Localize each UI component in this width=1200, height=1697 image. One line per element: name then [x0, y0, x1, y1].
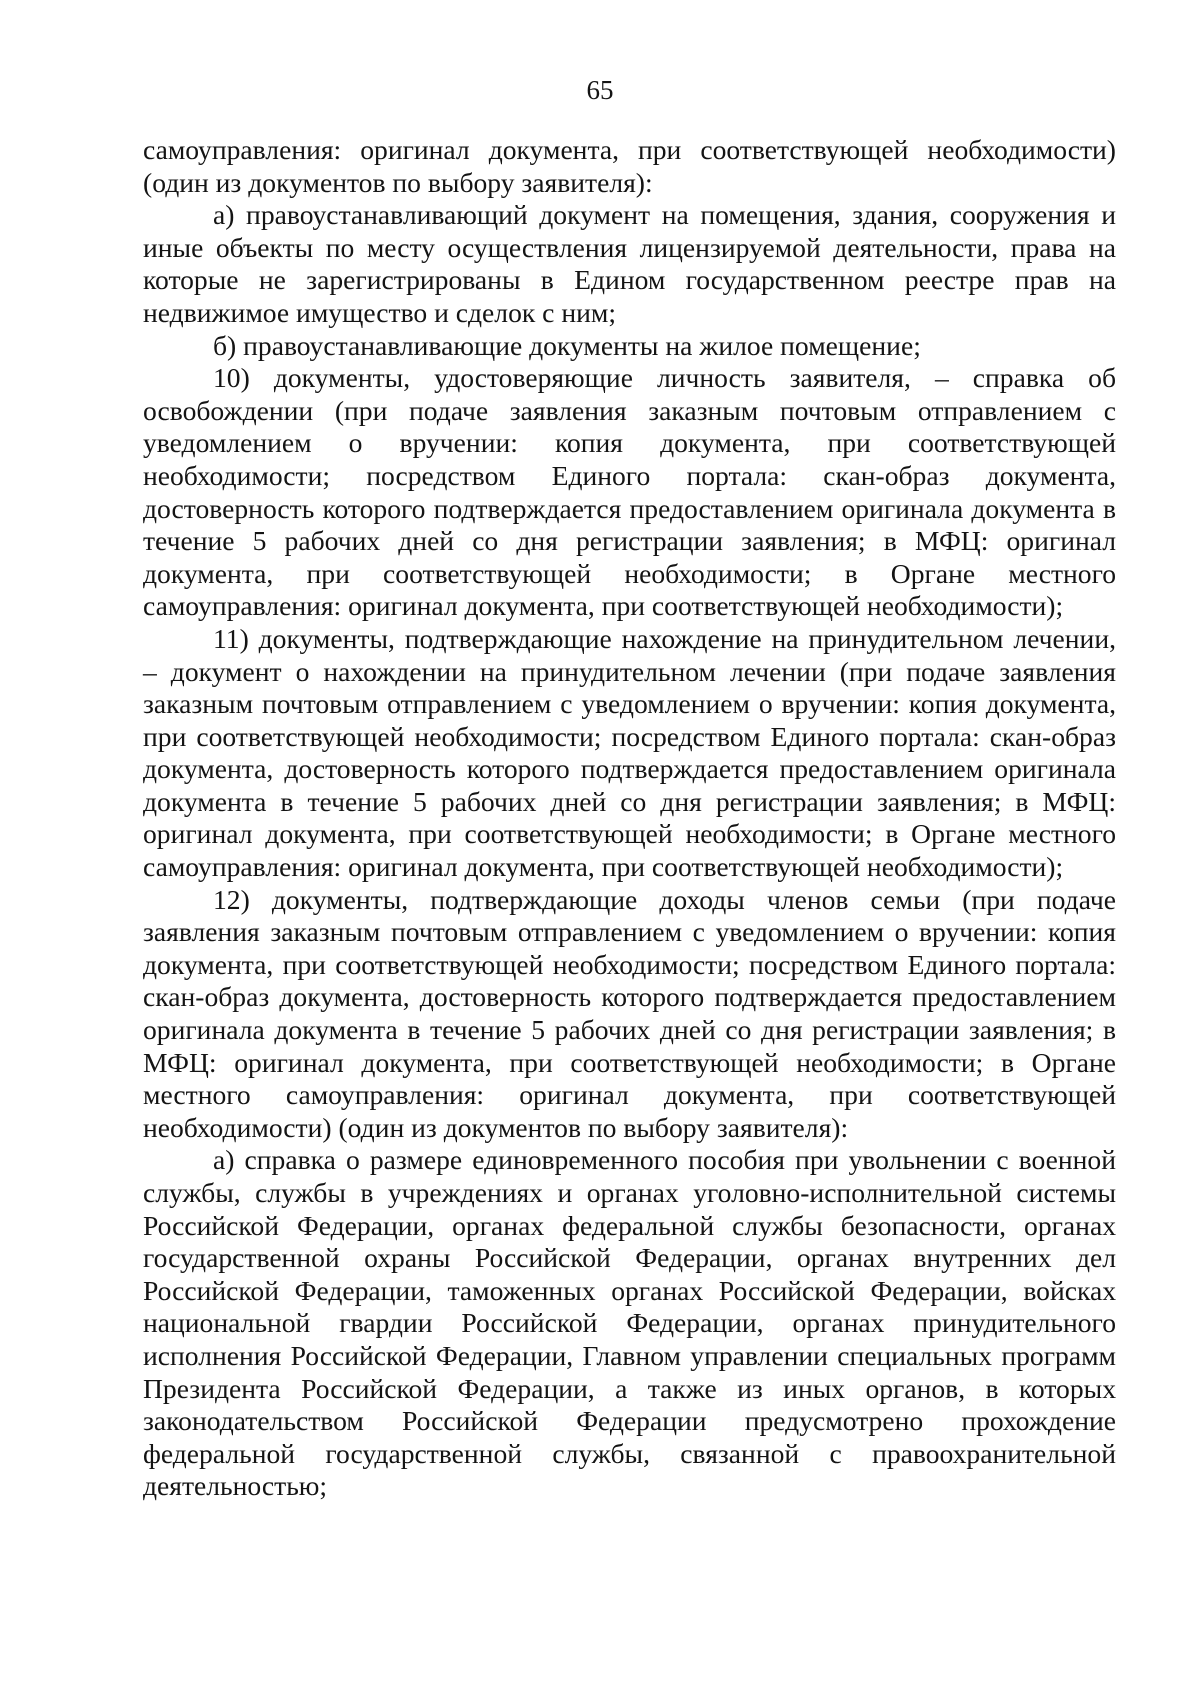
- paragraph-item-11-treatment-documents: 11) документы, подтверждающие нахождение на принудительном лечении, – документ о нахождении на принудительном лечении (при подаче заявления заказным почтовым отправлением с уведомлением о вручении: копия документа, при соответствующей необходимости; посредством Единого портала: скан-образ документа, достоверность которого подтверждается предоставлением оригинала документа в течение 5 рабочих дней со дня регистрации заявления; в МФЦ: оригинал документа, при соответствующей необходимости; в Органе местного самоуправления: оригинал документа, при соответствующей необходимости);: [143, 622, 1116, 883]
- paragraph-item-a-allowance-certificate: а) справка о размере единовременного пособия при увольнении с военной службы, службы в учреждениях и органах уголовно-исполнительной системы Российской Федерации, органах федеральной службы безопасности, органах государственной охраны Российской Федерации, органах внутренних дел Российской Федерации, таможенных органах Российской Федерации, войсках национальной гвардии Российской Федерации, органах принудительного исполнения Российской Федерации, Главном управлении специальных программ Президента Российской Федерации, а также из иных органов, в которых законодательством Российской Федерации предусмотрено прохождение федеральной государственной службы, связанной с правоохранительной деятельностью;: [143, 1144, 1116, 1502]
- paragraph-continuation: самоуправления: оригинал документа, при соответствующей необходимости) (один из документов по выбору заявителя):: [143, 134, 1116, 198]
- paragraph-item-10-identity-documents: 10) документы, удостоверяющие личность заявителя, – справка об освобождении (при подаче заявления заказным почтовым отправлением с уведомлением о вручении: копия документа, при соответствующей необходимости; посредством Единого портала: скан-образ документа, достоверность которого подтверждается предоставлением оригинала документа в течение 5 рабочих дней со дня регистрации заявления; в МФЦ: оригинал документа, при соответствующей необходимости; в Органе местного самоуправления: оригинал документа, при соответствующей необходимости);: [143, 362, 1116, 622]
- paragraph-item-b-housing-documents: б) правоустанавливающие документы на жилое помещение;: [213, 329, 921, 361]
- paragraph-item-12-income-documents: 12) документы, подтверждающие доходы членов семьи (при подаче заявления заказным почтовым отправлением с уведомлением о вручении: копия документа, при соответствующей необходимости; посредством Единого портала: скан-образ документа, достоверность которого подтверждается предоставлением оригинала документа в течение 5 рабочих дней со дня регистрации заявления; в МФЦ: оригинал документа, при соответствующей необходимости; в Органе местного самоуправления: оригинал документа, при соответствующей необходимости) (один из документов по выбору заявителя):: [143, 883, 1116, 1143]
- page-number: 65: [586, 75, 614, 105]
- paragraph-item-a-title-document: а) правоустанавливающий документ на помещения, здания, сооружения и иные объекты по месту осуществления лицензируемой деятельности, права на которые не зарегистрированы в Едином государственном реестре прав на недвижимое имущество и сделок с ним;: [143, 199, 1116, 328]
- document-body: [143, 134, 1116, 1503]
